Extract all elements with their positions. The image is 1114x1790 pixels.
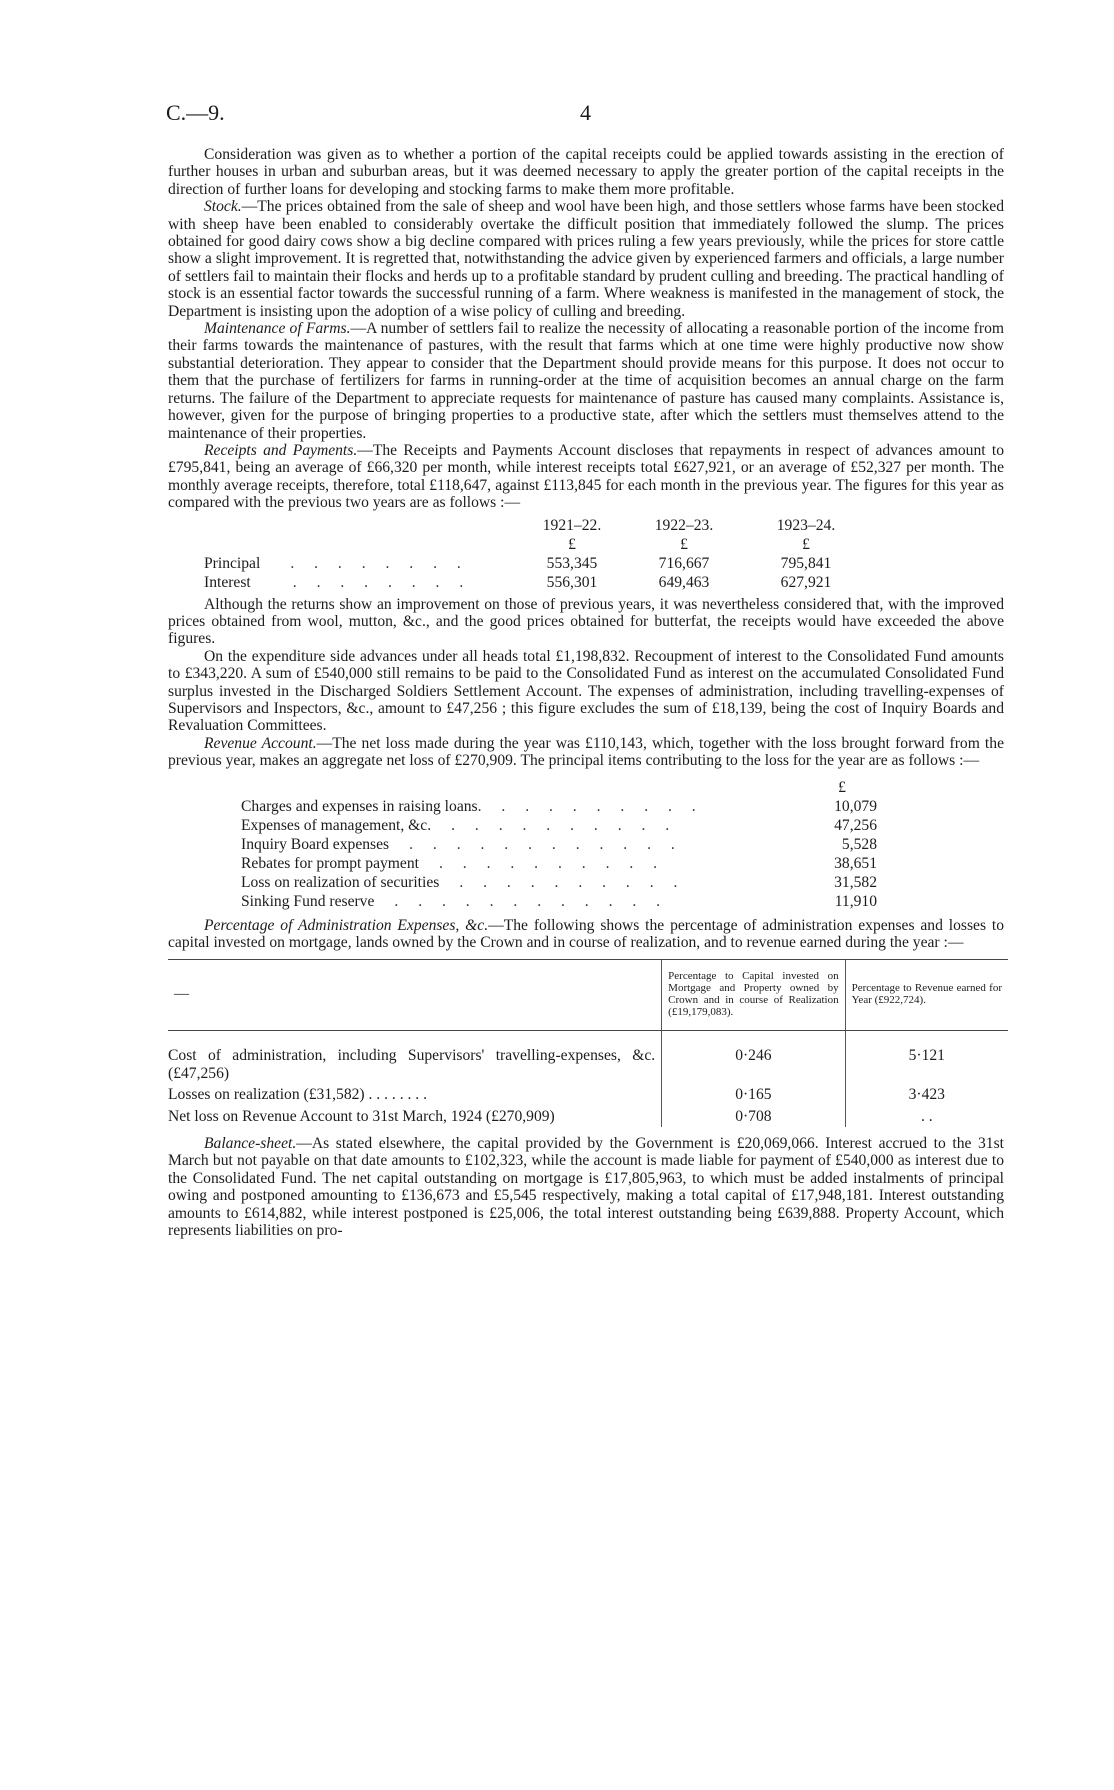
row-label: Sinking Fund reserve: [241, 892, 375, 910]
row-label: Rebates for prompt payment: [241, 854, 419, 872]
paragraph-revenue: [168, 735, 1004, 770]
cell-value: 627,921: [780, 573, 832, 591]
row-label: Net loss on Revenue Account to 31st March, 1924 (£270,909): [168, 1107, 555, 1125]
cell-value: 47,256: [834, 816, 877, 834]
paragraph-receipts: [168, 442, 1004, 512]
cell-value: 649,463: [658, 573, 710, 591]
table-row: [240, 835, 878, 854]
loss-items-table: [240, 778, 878, 911]
table-row: [240, 892, 878, 911]
table-row: [168, 573, 872, 592]
paragraph-maintenance-text: —A number of settlers fail to realize the necessity of allocating a reasonable portion of the income from their farms towards the maintenance of pastures, with the result that farms which at one time were highly productive now show substantial deterioration. They appear to consider that the Department should provide means for this purpose. It does not occur to them that the purchase of fertilizers for farms in running-order at the time of acquisition becomes an annual charge on the farm returns. The failure of the Department to appreciate requests for maintenance of pasture has caused many complaints. Assistance is, however, given for the purpose of bringing properties to a productive state, after which the settlers must themselves attend to the maintenance of their properties.: [168, 320, 1004, 442]
row-label: Expenses of management, &c.: [241, 816, 432, 834]
paragraph-expenditure: On the expenditure side advances under all heads total £1,198,832. Recoupment of interest to the Consolidated Fund amounts to £343,220. A sum of £540,000 still remains to be paid to the Consolidated Fund as interest on the accumulated Consolidated Fund surplus invested in the Discharged Soldiers Settlement Account. The expenses of administration, including travelling-expenses of Supervisors and Inspectors, &c., amount to £47,256 ; this figure excludes the sum of £18,139, being the cost of Inquiry Boards and Revaluation Committees.: [168, 647, 1004, 735]
table-row: [168, 1106, 1008, 1127]
row-label: Principal: [204, 554, 261, 572]
body-text: [168, 146, 1004, 1239]
row-label: Loss on realization of securities: [241, 873, 440, 891]
cell-value: 31,582: [834, 873, 877, 891]
dot-leader: . . . . . . . . . . . .: [409, 835, 683, 853]
table-row: [240, 816, 878, 835]
row-label: Interest: [204, 573, 251, 591]
paragraph-receipts-text: —The Receipts and Payments Account discloses that repayments in respect of advances amount to £795,841, being an average of £66,320 per month, while interest receipts total £627,921, or an average of £52,327 per month. The monthly average receipts, therefore, total £118,647, against £113,845 for each month in the previous year. The figures for this year as compared with the previous two years are as follows :—: [168, 441, 1004, 512]
heading-percentage: Percentage of Administration Expenses, &c.: [204, 916, 489, 934]
row-label: Cost of administration, including Supervisors' travelling-expenses, &c. (£47,256): [168, 1047, 656, 1082]
cell-value: 11,910: [834, 892, 877, 910]
paragraph-capital-receipts: Consideration was given as to whether a portion of the capital receipts could be applied towards assisting in the erection of further houses in urban and suburban areas, but it was deemed necessary to apply the greater portion of the capital receipts in the direction of further loans for developing and stocking farms to make them more profitable.: [168, 146, 1004, 198]
year-1921: 1921–22.: [542, 516, 602, 534]
dot-leader: . . . . . . . . . . . .: [394, 892, 669, 910]
paragraph-percentage-text: —The following shows the percentage of administration expenses and losses to capital invested on mortgage, lands owned by the Crown and in course of realization, and to revenue earned during the year :—: [168, 916, 1004, 951]
paragraph-balance-sheet-text: —As stated elsewhere, the capital provided by the Government is £20,069,066. Interest accrued to the 31st March but not payable on that date amounts to £102,323, while the account is made liable for payment of £540,000 as interest due to the Consolidated Fund. The net capital outstanding on mortgage is £17,805,963, to which must be added instalments of principal owing and postponed amounting to £136,673 and £5,545 respectively, making a total capital of £17,948,181. Interest outstanding amounts to £614,882, while interest postponed is £25,006, the total interest outstanding being £639,888. Property Account, which represents liabilities on pro-: [168, 1135, 1004, 1240]
cell-value: 38,651: [834, 854, 877, 872]
receipts-table-units: [168, 535, 872, 554]
table-row: [168, 1045, 1008, 1084]
report-reference: C.—9.: [166, 100, 225, 125]
cell-value: 556,301: [546, 573, 598, 591]
cell-value: 5·121: [845, 1045, 1008, 1084]
dot-leader: . . . . . . . .: [292, 573, 472, 591]
row-label: Charges and expenses in raising loans: [241, 797, 478, 815]
header-blank: —: [168, 960, 662, 1031]
table-row: [240, 854, 878, 873]
percentage-table: [168, 959, 1008, 1127]
unit-symbol: £: [680, 535, 688, 553]
cell-value: 0·165: [662, 1084, 845, 1105]
table-row: [168, 554, 872, 573]
table-row: [168, 1084, 1008, 1105]
paragraph-returns: Although the returns show an improvement on those of previous years, it was nevertheless considered that, with the improved prices obtained from wool, mutton, &c., and the good prices obtained for butterfat, the receipts would have exceeded the above figures.: [168, 595, 1004, 648]
loss-table-header: [240, 778, 878, 797]
table-spacer: [168, 1031, 1008, 1046]
cell-value: 716,667: [658, 554, 710, 572]
paragraph-revenue-text: —The net loss made during the year was £110,143, which, together with the loss brought forward from the previous year, makes an aggregate net loss of £270,909. The principal items contributing to the loss for the year are as follows :—: [168, 734, 1004, 770]
dot-leader: . . . . . . . .: [290, 554, 469, 572]
header-revenue-percentage: Percentage to Revenue earned for Year (£922,724).: [845, 960, 1008, 1031]
unit-symbol: £: [838, 778, 846, 796]
dot-leader: . . . . . . . . . .: [451, 816, 678, 834]
cell-value: 0·246: [662, 1045, 845, 1084]
cell-value: 3·423: [845, 1084, 1008, 1105]
dot-leader: . . . . . . . . . .: [459, 873, 686, 891]
page-number: 4: [580, 100, 591, 125]
heading-balance-sheet: Balance-sheet.: [204, 1135, 297, 1153]
receipts-table: [168, 516, 872, 592]
receipts-table-header: [168, 516, 872, 535]
paragraph-balance-sheet: [168, 1135, 1004, 1239]
unit-symbol: £: [568, 535, 576, 553]
paragraph-stock: [168, 198, 1004, 320]
header-capital-percentage: Percentage to Capital invested on Mortgage and Property owned by Crown and in course of Realization (£19,179,083).: [662, 960, 845, 1031]
year-1922: 1922–23.: [654, 516, 714, 534]
heading-revenue: Revenue Account.: [204, 734, 317, 752]
paragraph-maintenance: [168, 320, 1004, 442]
cell-value: 10,079: [834, 797, 877, 815]
cell-value: . .: [845, 1106, 1008, 1127]
paragraph-stock-text: —The prices obtained from the sale of sheep and wool have been high, and those settlers whose farms have been stocked with sheep have been enabled to considerably overtake the difficult position that immediately followed the slump. The prices obtained for good dairy cows show a big decline compared with prices ruling a few years previously, while the prices for store cattle show a slight improvement. It is regretted that, notwithstanding the advice given by experienced farmers and officials, a large number of settlers fail to maintain their flocks and herds up to a profitable standard by prudent culling and breeding. The practical handling of stock is an essential factor towards the successful running of a farm. Where weakness is manifested in the management of stock, the Department is insisting upon the adoption of a wise policy of culling and breeding.: [168, 198, 1004, 320]
row-label: Losses on realization (£31,582) . . . . . . . .: [168, 1086, 427, 1104]
heading-maintenance: Maintenance of Farms.: [204, 320, 351, 338]
table-row: [240, 873, 878, 892]
cell-value: 5,528: [841, 835, 877, 853]
heading-stock: Stock.: [204, 198, 242, 216]
row-label: Inquiry Board expenses: [241, 835, 390, 853]
cell-value: 0·708: [662, 1106, 845, 1127]
heading-receipts: Receipts and Payments.: [204, 441, 358, 459]
cell-value: 795,841: [780, 554, 832, 572]
year-1923: 1923–24.: [776, 516, 836, 534]
cell-value: 553,345: [546, 554, 598, 572]
table-row: [240, 797, 878, 816]
paragraph-percentage: [168, 917, 1004, 952]
unit-symbol: £: [802, 535, 810, 553]
percentage-table-header: [168, 960, 1008, 1031]
dot-leader: . . . . . . . . . .: [438, 854, 666, 872]
dot-leader: . . . . . . . . . .: [477, 797, 704, 815]
